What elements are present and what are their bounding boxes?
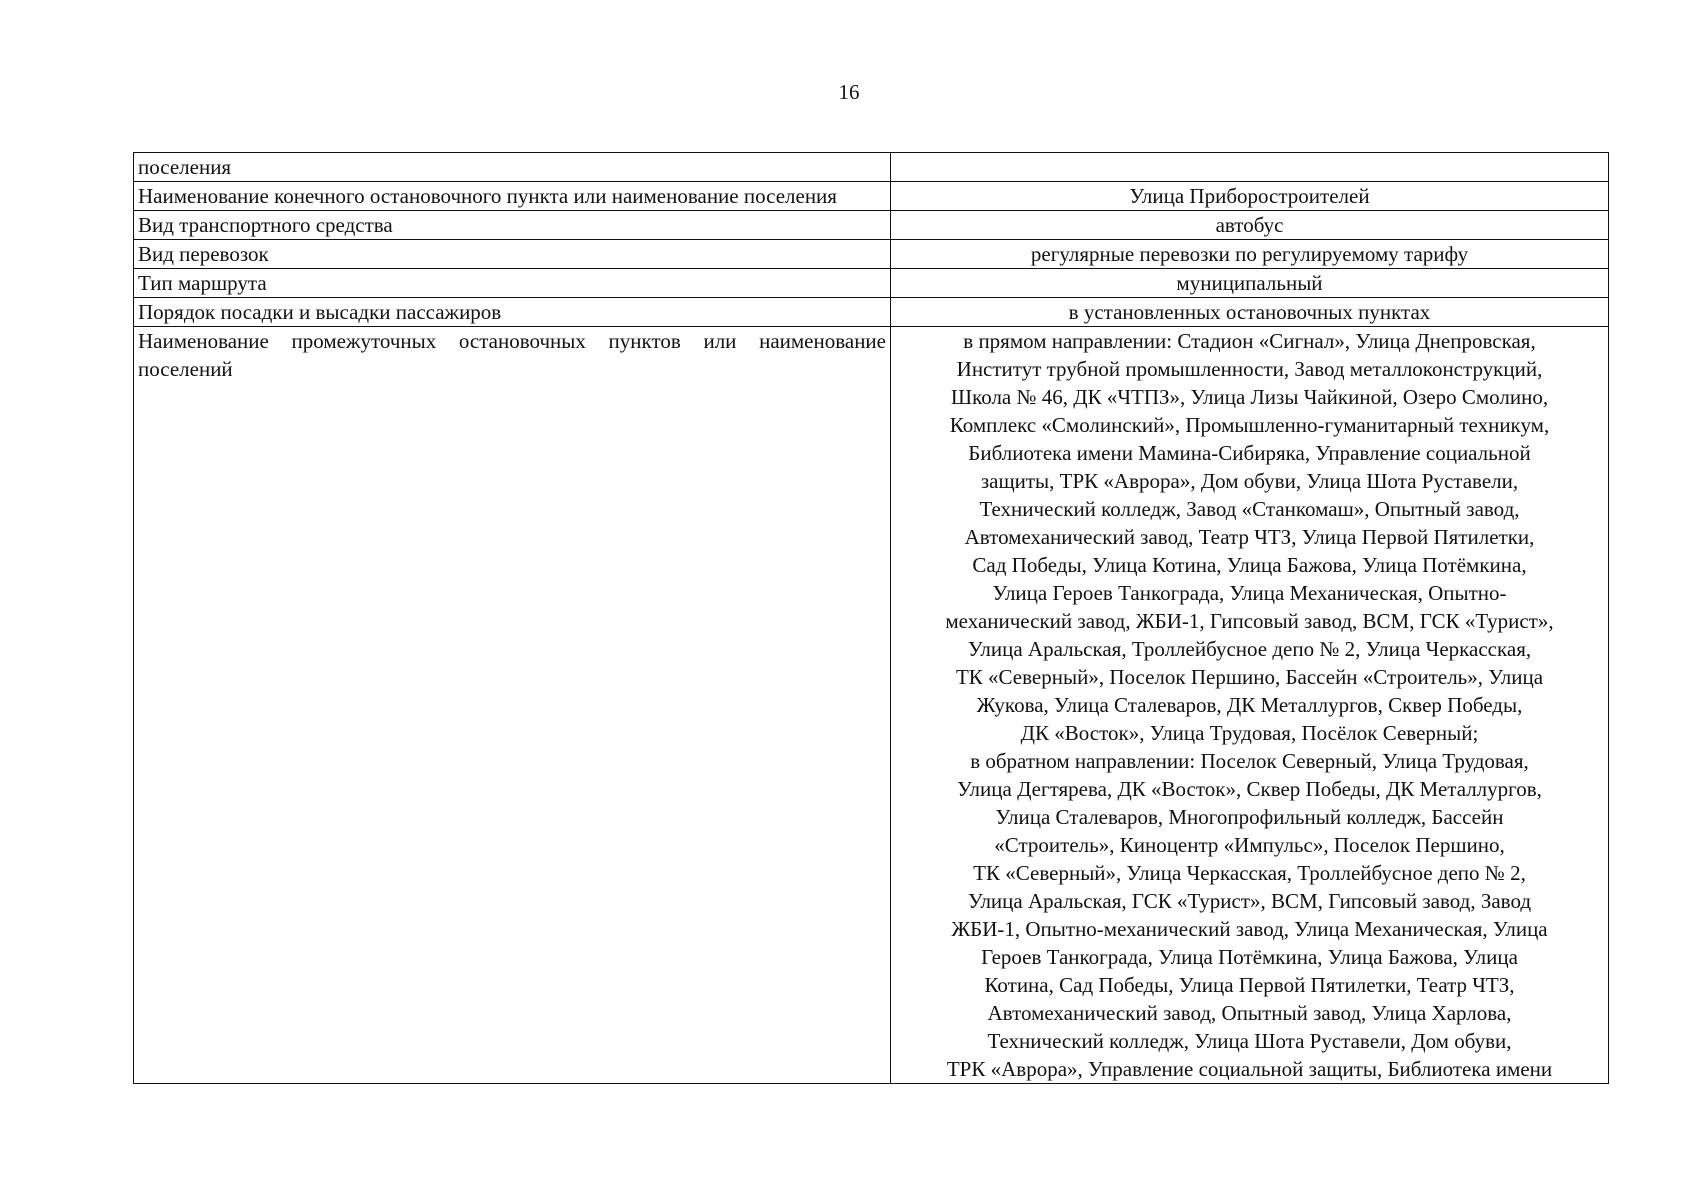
table-row bbox=[134, 182, 1609, 211]
stops-line: Улица Дегтярева, ДК «Восток», Сквер Победы, ДК Металлургов, bbox=[957, 777, 1542, 801]
table-row bbox=[134, 327, 1609, 1084]
stops-line: Школа № 46, ДК «ЧТПЗ», Улица Лизы Чайкиной, Озеро Смолино, bbox=[950, 385, 1549, 409]
stops-line: Котина, Сад Победы, Улица Первой Пятилетки, Театр ЧТЗ, bbox=[984, 973, 1515, 997]
stops-line: Жукова, Улица Сталеваров, ДК Металлургов, Сквер Победы, bbox=[976, 693, 1523, 717]
row-value: регулярные перевозки по регулируемому тарифу bbox=[891, 240, 1609, 269]
intermediate-stops-label: Наименование промежуточных остановочных пунктов или наименование поселений bbox=[138, 329, 886, 381]
table-row bbox=[134, 211, 1609, 240]
row-label: Вид транспортного средства bbox=[134, 211, 891, 240]
intermediate-stops-list bbox=[891, 327, 1609, 1084]
stops-line: Автомеханический завод, Опытный завод, Улица Харлова, bbox=[987, 1001, 1512, 1025]
row-value bbox=[891, 153, 1609, 182]
stops-line: Технический колледж, Улица Шота Руставели, Дом обуви, bbox=[987, 1029, 1512, 1053]
row-value: автобус bbox=[891, 211, 1609, 240]
stops-line: Улица Сталеваров, Многопрофильный колледж, Бассейн bbox=[995, 805, 1504, 829]
row-label: Вид перевозок bbox=[134, 240, 891, 269]
row-label: Наименование конечного остановочного пункта или наименование поселения bbox=[134, 182, 891, 211]
stops-line: Сад Победы, Улица Котина, Улица Бажова, Улица Потёмкина, bbox=[972, 553, 1527, 577]
row-value: муниципальный bbox=[891, 269, 1609, 298]
stops-line: Библиотека имени Мамина-Сибиряка, Управление социальной bbox=[968, 441, 1531, 465]
stops-line: ТК «Северный», Поселок Першино, Бассейн «Строитель», Улица bbox=[955, 665, 1544, 689]
row-value: Улица Приборостроителей bbox=[891, 182, 1609, 211]
stops-line: ТК «Северный», Улица Черкасская, Троллейбусное депо № 2, bbox=[973, 861, 1526, 885]
stops-line: Улица Аральская, ГСК «Турист», ВСМ, Гипсовый завод, Завод bbox=[967, 889, 1532, 913]
row-label bbox=[134, 327, 891, 1084]
stops-line: ТРК «Аврора», Управление социальной защиты, Библиотека имени bbox=[946, 1057, 1553, 1081]
row-label: поселения bbox=[134, 153, 891, 182]
route-table bbox=[133, 152, 1609, 1084]
stops-line: Героев Танкограда, Улица Потёмкина, Улица Бажова, Улица bbox=[981, 945, 1518, 969]
stops-line: Улица Аральская, Троллейбусное депо № 2, Улица Черкасская, bbox=[967, 637, 1532, 661]
stops-line: механический завод, ЖБИ-1, Гипсовый завод, ВСМ, ГСК «Турист», bbox=[945, 609, 1554, 633]
stops-line: Улица Героев Танкограда, Улица Механическая, Опытно- bbox=[992, 581, 1507, 605]
stops-line: защиты, ТРК «Аврора», Дом обуви, Улица Шота Руставели, bbox=[980, 469, 1519, 493]
row-label: Тип маршрута bbox=[134, 269, 891, 298]
table-row bbox=[134, 269, 1609, 298]
table-row bbox=[134, 240, 1609, 269]
stops-line: Автомеханический завод, Театр ЧТЗ, Улица Первой Пятилетки, bbox=[964, 525, 1535, 549]
table-row bbox=[134, 298, 1609, 327]
stops-line: Институт трубной промышленности, Завод металлоконструкций, bbox=[956, 357, 1543, 381]
stops-line: «Строитель», Киноцентр «Импульс», Поселок Першино, bbox=[994, 833, 1505, 857]
row-value: в установленных остановочных пунктах bbox=[891, 298, 1609, 327]
stops-line: Технический колледж, Завод «Станкомаш», Опытный завод, bbox=[979, 497, 1520, 521]
stops-line: ДК «Восток», Улица Трудовая, Посёлок Северный; bbox=[1020, 721, 1479, 745]
stops-line: ЖБИ-1, Опытно-механический завод, Улица Механическая, Улица bbox=[951, 917, 1548, 941]
table-row bbox=[134, 153, 1609, 182]
stops-line: в прямом направлении: Стадион «Сигнал», Улица Днепровская, bbox=[963, 329, 1536, 353]
row-label: Порядок посадки и высадки пассажиров bbox=[134, 298, 891, 327]
stops-line: Комплекс «Смолинский», Промышленно-гуманитарный техникум, bbox=[949, 413, 1550, 437]
page-number: 16 bbox=[838, 80, 860, 104]
stops-line: в обратном направлении: Поселок Северный, Улица Трудовая, bbox=[970, 749, 1529, 773]
